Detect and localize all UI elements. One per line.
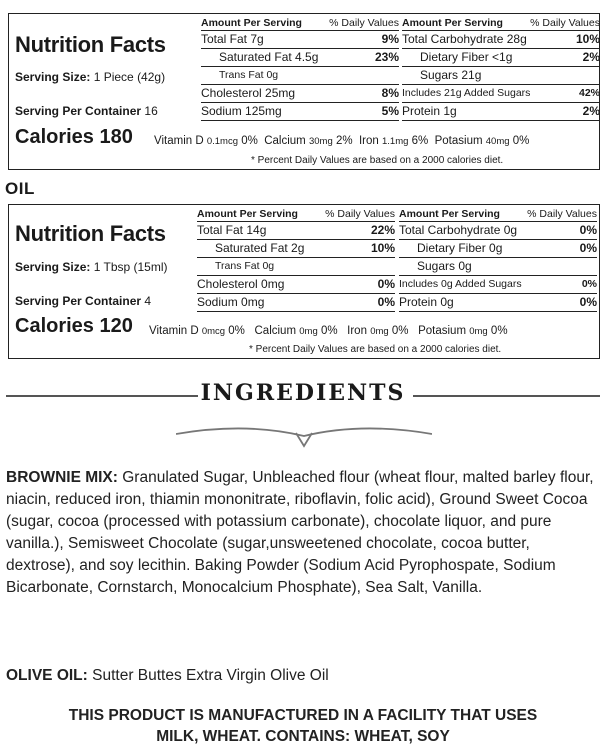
footnote: * Percent Daily Values are based on a 2000 calories diet. (251, 155, 504, 166)
calories-value: 180 (99, 126, 133, 148)
brownie-label: BROWNIE MIX: (6, 469, 118, 486)
nutrient-row: Protein 1g 2% (402, 103, 600, 121)
nutrient-row: Total Carbohydrate 0g 0% (399, 222, 597, 240)
column-header: Amount Per Serving % Daily Values (201, 17, 399, 29)
nutrient-row: Total Fat 14g 22% (197, 222, 395, 240)
nutrient-column-right (399, 208, 597, 312)
serving-size (15, 70, 165, 84)
nutrient-row: Includes 21g Added Sugars 42% (402, 85, 600, 103)
nutrient-row: Total Carbohydrate 28g 10% (402, 31, 600, 49)
servings-label: Serving Per Container (15, 104, 142, 118)
serving-size-value: 1 Tbsp (15ml) (93, 260, 168, 274)
calories (15, 315, 133, 338)
nutrient-row: Cholesterol 0mg 0% (197, 276, 395, 294)
servings-label: Serving Per Container (15, 294, 142, 308)
servings-value: 4 (144, 294, 152, 308)
nutrition-panel-brownie (8, 13, 600, 170)
calories-value: 120 (99, 315, 133, 337)
calories-label: Calories (15, 126, 94, 148)
footnote: * Percent Daily Values are based on a 2000 calories diet. (249, 344, 502, 355)
heading-rule-right (413, 395, 600, 397)
nutrient-column-right (402, 17, 600, 121)
brownie-ingredient-list: Granulated Sugar, Unbleached flour (wheat flour, malted barley flour, niacin, reduced iron, thiamin mononitrate, riboflavin, folic acid), Ground Sweet Cocoa (sugar, cocoa (processed with potassium carbonate), chocolate liquor, and pure vanilla.), Semisweet Chocolate (sugar,unsweetened chocolate, cocoa butter, dextrose), and soy lecithin. Baking Powder (Sodium Acid Pyrophospate, Sodium Bicarbonate, Cornstarch, Monocalcium Phosphate), Sea Salt, Vanilla. (6, 469, 594, 596)
serving-size-value: 1 Piece (42g) (93, 70, 166, 84)
calories (15, 126, 133, 149)
nutrient-column-left (201, 17, 399, 121)
oil-section-label: OIL (5, 179, 35, 198)
serving-size-label: Serving Size: (15, 70, 91, 84)
nutrient-row: Protein 0g 0% (399, 294, 597, 312)
nutrition-facts-title: Nutrition Facts (15, 221, 166, 246)
nutrient-row: Saturated Fat 4.5g 23% (201, 49, 399, 67)
column-header: Amount Per Serving % Daily Values (399, 208, 597, 220)
nutrient-row: Dietary Fiber 0g 0% (399, 240, 597, 258)
nutrient-row: Includes 0g Added Sugars 0% (399, 276, 597, 294)
nutrient-row: Cholesterol 25mg 8% (201, 85, 399, 103)
vitamins-line: Vitamin D 0.1mcg 0% Calcium 30mg 2% Iron 1.1mg 6% Potasium 40mg 0% (154, 135, 530, 147)
servings-per-container (15, 294, 151, 308)
nutrition-panel-oil (8, 204, 600, 359)
vitamins-line: Vitamin D 0mcg 0% Calcium 0mg 0% Iron 0mg 0% Potasium 0mg 0% (149, 325, 508, 337)
nutrient-row: Sodium 125mg 5% (201, 103, 399, 121)
olive-oil-ingredient: Sutter Buttes Extra Virgin Olive Oil (92, 667, 329, 684)
nutrient-row: Trans Fat 0g (201, 67, 399, 85)
olive-oil-ingredients (6, 667, 602, 685)
nutrient-row: Sugars 0g (399, 258, 597, 276)
servings-per-container (15, 104, 158, 118)
nutrient-row: Sugars 21g (402, 67, 600, 85)
servings-value: 16 (144, 104, 158, 118)
decorative-swoosh-icon (176, 424, 432, 450)
column-header: Amount Per Serving % Daily Values (402, 17, 600, 29)
nutrient-column-left (197, 208, 395, 312)
nutrition-facts-title: Nutrition Facts (15, 32, 166, 57)
olive-oil-label: OLIVE OIL: (6, 667, 88, 684)
serving-size-label: Serving Size: (15, 260, 91, 274)
column-header: Amount Per Serving % Daily Values (197, 208, 395, 220)
nutrient-row: Dietary Fiber <1g 2% (402, 49, 600, 67)
nutrient-row: Saturated Fat 2g 10% (197, 240, 395, 258)
calories-label: Calories (15, 315, 94, 337)
serving-size (15, 260, 168, 274)
ingredients-heading: INGREDIENTS (200, 380, 406, 406)
brownie-ingredients (6, 467, 602, 599)
allergen-warning: THIS PRODUCT IS MANUFACTURED IN A FACILITY THAT USES MILK, WHEAT. CONTAINS: WHEAT, SOY (68, 707, 538, 745)
nutrient-row: Sodium 0mg 0% (197, 294, 395, 312)
nutrient-row: Total Fat 7g 9% (201, 31, 399, 49)
nutrient-row: Trans Fat 0g (197, 258, 395, 276)
